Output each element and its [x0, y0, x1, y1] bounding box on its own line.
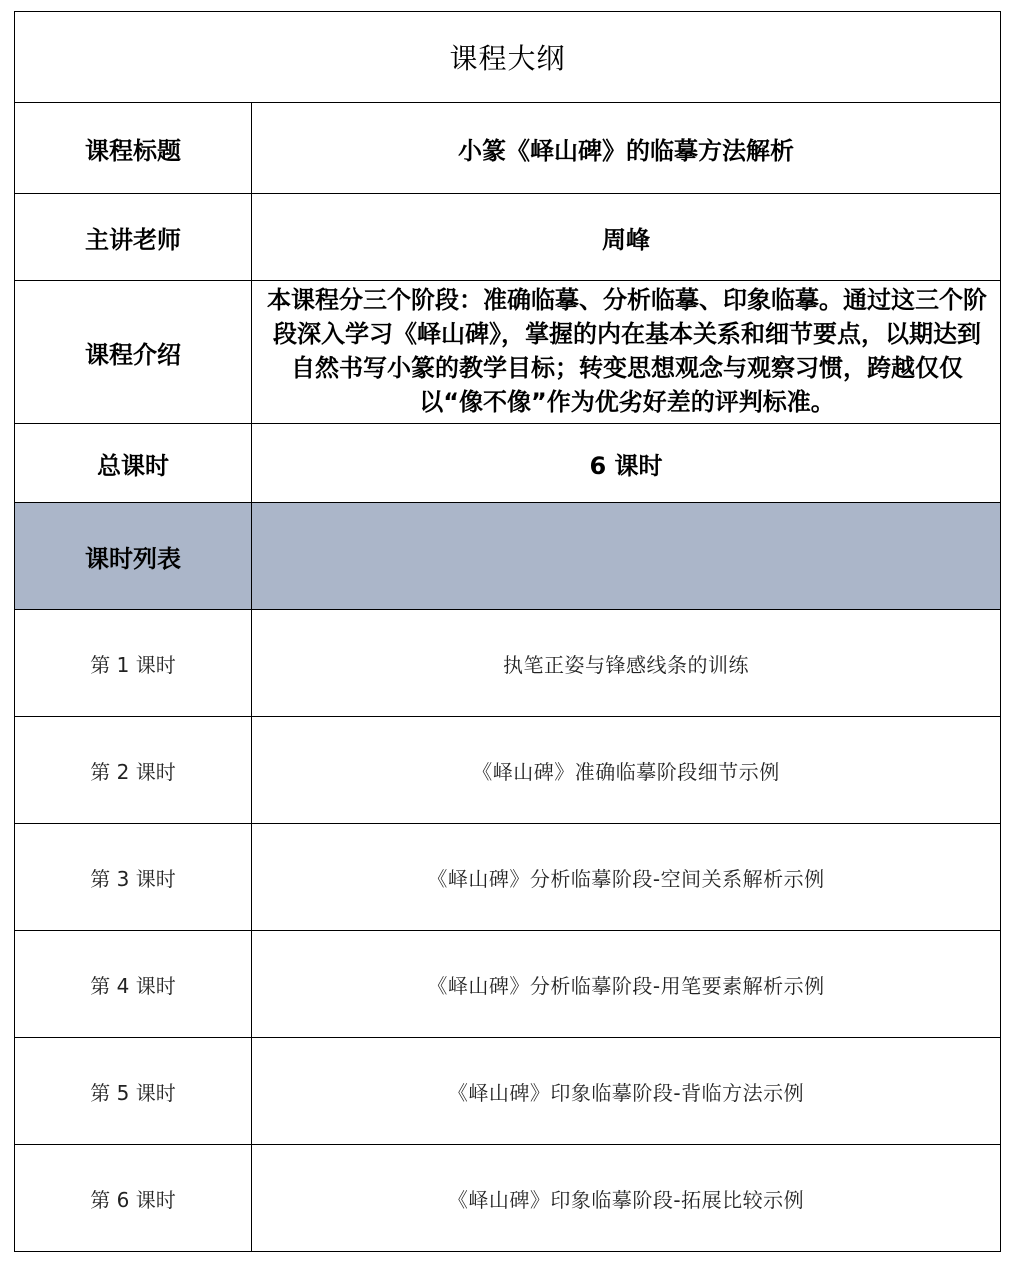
lesson-list-header-row [15, 503, 1001, 610]
lesson-row [15, 1038, 1001, 1145]
course-title-row [15, 103, 1001, 194]
teacher-row [15, 194, 1001, 281]
title-row [15, 12, 1001, 103]
lesson-topic: 《峄山碑》准确临摹阶段细节示例 [252, 717, 1001, 824]
intro-row [15, 281, 1001, 424]
lesson-topic: 《峄山碑》印象临摹阶段-背临方法示例 [252, 1038, 1001, 1145]
lesson-list-header-blank [252, 503, 1001, 610]
lesson-topic: 《峄山碑》分析临摹阶段-用笔要素解析示例 [252, 931, 1001, 1038]
lesson-topic: 执笔正姿与锋感线条的训练 [252, 610, 1001, 717]
lesson-number: 第 5 课时 [15, 1038, 252, 1145]
total-hours-value: 6 课时 [252, 424, 1001, 503]
lesson-topic: 《峄山碑》分析临摹阶段-空间关系解析示例 [252, 824, 1001, 931]
teacher-label: 主讲老师 [15, 194, 252, 281]
intro-label: 课程介绍 [15, 281, 252, 424]
lesson-row [15, 717, 1001, 824]
lesson-number: 第 3 课时 [15, 824, 252, 931]
lesson-topic: 《峄山碑》印象临摹阶段-拓展比较示例 [252, 1145, 1001, 1252]
course-title-label: 课程标题 [15, 103, 252, 194]
lesson-row [15, 1145, 1001, 1252]
syllabus-table [14, 11, 1001, 1252]
lesson-row [15, 610, 1001, 717]
lesson-row [15, 931, 1001, 1038]
lesson-number: 第 1 课时 [15, 610, 252, 717]
lesson-number: 第 6 课时 [15, 1145, 252, 1252]
total-hours-row [15, 424, 1001, 503]
lesson-number: 第 2 课时 [15, 717, 252, 824]
teacher-value: 周峰 [252, 194, 1001, 281]
lesson-row [15, 824, 1001, 931]
page-title: 课程大纲 [15, 12, 1001, 103]
lesson-list-label: 课时列表 [15, 503, 252, 610]
lesson-number: 第 4 课时 [15, 931, 252, 1038]
total-hours-label: 总课时 [15, 424, 252, 503]
intro-text: 本课程分三个阶段：准确临摹、分析临摹、印象临摹。通过这三个阶段深入学习《峄山碑》，掌握的内在基本关系和细节要点，以期达到自然书写小篆的教学目标；转变思想观念与观察习惯，跨越仅仅以“像不像”作为优劣好差的评判标准。 [252, 281, 1001, 424]
course-title-value: 小篆《峄山碑》的临摹方法解析 [252, 103, 1001, 194]
